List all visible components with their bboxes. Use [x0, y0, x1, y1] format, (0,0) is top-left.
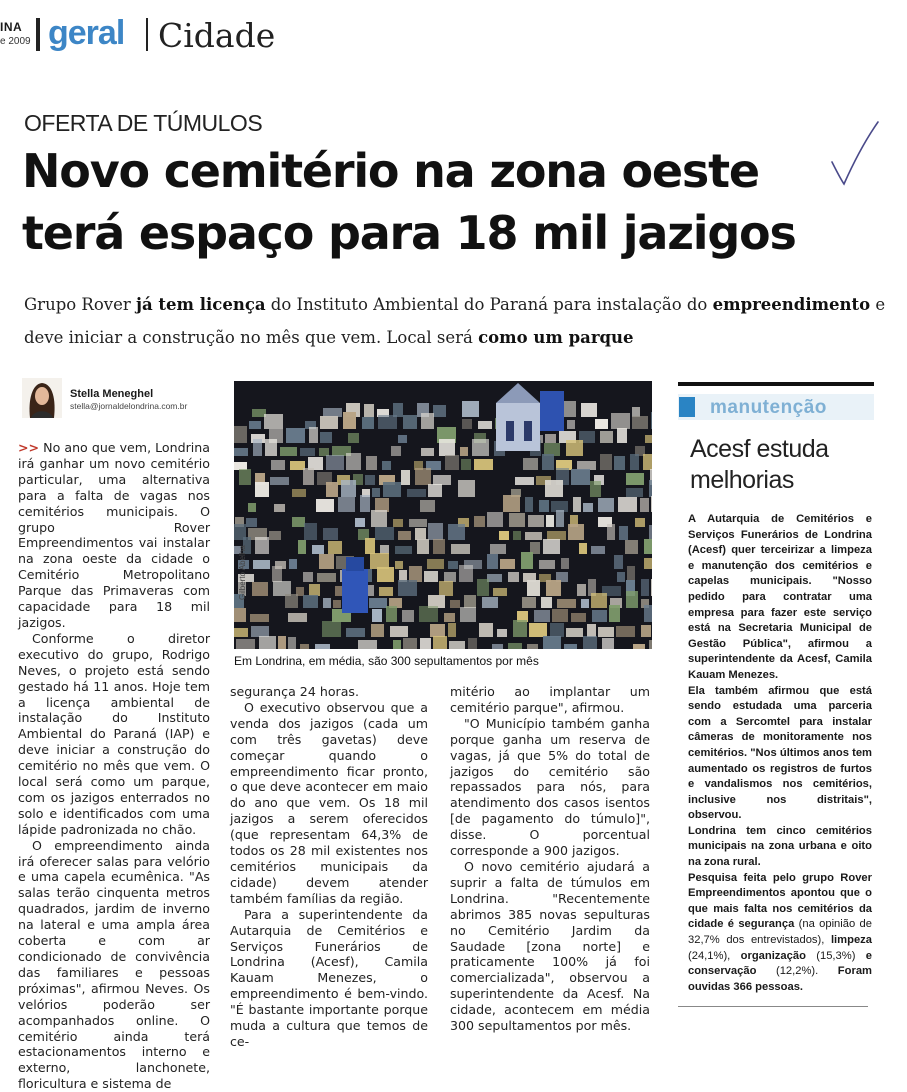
photo-tomb	[372, 488, 380, 497]
photo-tomb	[382, 461, 391, 470]
photo-tomb	[499, 531, 509, 540]
photo-tomb	[630, 454, 639, 470]
photo-tomb	[309, 584, 320, 596]
photo-tomb	[322, 621, 341, 637]
photo-tomb	[323, 408, 342, 417]
photo-tomb	[474, 459, 493, 470]
photo-tomb	[415, 528, 426, 540]
photo-tomb	[525, 532, 542, 540]
photo-tomb	[600, 454, 612, 470]
photo-tomb	[568, 524, 584, 540]
photo-tomb	[366, 456, 377, 470]
masthead-divider	[146, 18, 148, 51]
photo-tomb	[430, 624, 445, 637]
photo-tomb	[234, 628, 248, 637]
paragraph: Para a superintendente da Autarquia de Cemitérios e Serviços Funerários de Londrina (Acesf), Camila Kauam Menezes, o empreendimento é bem-vindo. "É bastante importante porque muda a cultura que temos de ce-	[230, 906, 428, 1049]
photo-tomb	[587, 624, 596, 637]
lead-marker: >>	[18, 440, 40, 455]
photo-tomb	[640, 498, 649, 512]
photo-tomb	[571, 469, 590, 485]
photo-tomb	[246, 518, 257, 527]
author-avatar	[22, 378, 62, 418]
subsection-name: Cidade	[158, 16, 276, 55]
photo-tomb	[239, 469, 251, 485]
photo-tomb	[315, 644, 330, 649]
photo-tomb	[300, 644, 309, 649]
photo-tomb	[398, 580, 417, 596]
photo-tomb	[273, 581, 291, 596]
sidebar-paragraph: A Autarquia de Cemitérios e Serviços Funerários de Londrina (Acesf) quer terceirizar a limpeza e manutenção dos cemitérios e capelas municipais. "Nosso pedido para contratar uma empresa para fazer este serviço está na Secretaria Municipal de Gestão Pública", afirmou a superintendente da Acesf, Camila Kauam Menezes.	[688, 513, 872, 681]
photo-tomb	[614, 456, 625, 470]
photo-tomb	[545, 434, 556, 443]
photo-tomb	[312, 545, 324, 554]
photo-tomb	[543, 636, 561, 649]
photo-tomb	[515, 477, 534, 485]
article-column-1	[18, 440, 210, 1092]
photo-tomb	[591, 546, 605, 554]
article-column-2	[230, 684, 428, 1050]
masthead-city: INA	[0, 20, 23, 34]
photo-tomb	[627, 566, 635, 582]
paragraph: Conforme o diretor executivo do grupo, Rodrigo Neves, o projeto está sendo gestado há 11 anos. Hoje tem a licença ambiental de instalação do Instituto Ambiental do Paraná (IAP) e deve iniciar a construção do cemitério no mês que vem. O local será como um parque, com os jazigos enterrados no solo e identificados com uma lápide padronizada no chão.	[18, 630, 210, 837]
photo-tomb	[371, 624, 384, 637]
photo-tomb	[600, 431, 613, 443]
photo-tomb	[617, 428, 627, 443]
photo-tomb	[372, 609, 382, 622]
photo-tomb	[643, 454, 652, 470]
photo-tomb	[451, 544, 470, 554]
photo-tomb	[433, 636, 447, 649]
photo-tomb	[651, 579, 652, 596]
photo-tomb	[487, 574, 502, 582]
photo-tomb	[577, 461, 596, 470]
photo-tomb	[298, 540, 306, 554]
photo-tomb	[398, 531, 411, 540]
article-column-3	[450, 684, 650, 1034]
photo-tomb	[444, 572, 456, 582]
photo-tomb	[317, 573, 336, 582]
photo-tomb	[626, 488, 643, 497]
photo-tomb	[590, 481, 601, 497]
photo-tomb	[633, 644, 645, 649]
photo-tomb	[271, 460, 285, 470]
photo-tomb	[328, 541, 342, 554]
photo-tomb	[513, 620, 527, 637]
photo-tomb	[234, 426, 247, 443]
article-deck: Grupo Rover já tem licença do Instituto Ambiental do Paraná para instalação do empreendimento e deve iniciar a construção no mês que vem. Local será como um parque	[24, 295, 886, 347]
photo-tomb	[365, 475, 375, 485]
photo-tomb	[479, 623, 493, 637]
photo-tomb	[649, 480, 652, 497]
photo-tomb	[573, 497, 581, 512]
photo-tomb	[378, 415, 397, 429]
photo-tomb	[626, 473, 644, 485]
photo-tomb	[508, 572, 519, 582]
photo-tomb	[391, 446, 401, 456]
sidebar-tag-icon	[679, 397, 695, 417]
photo-tomb	[632, 416, 648, 429]
photo-tomb	[402, 610, 414, 622]
photo-tomb	[346, 628, 365, 637]
photo-tomb	[534, 610, 550, 622]
photo-tomb	[632, 407, 640, 417]
photo-tomb	[493, 588, 507, 596]
photo-tomb	[448, 561, 458, 569]
photo-tomb	[458, 480, 475, 497]
photo-tomb	[323, 598, 331, 608]
photo-tomb	[564, 644, 577, 649]
sidebar-body	[688, 512, 872, 995]
photo-tomb	[478, 421, 492, 429]
photo-tomb	[346, 453, 361, 470]
photo-tomb	[292, 489, 306, 497]
photo-tomb	[270, 477, 289, 485]
photo-tomb	[433, 405, 446, 417]
photo-tomb	[421, 448, 434, 456]
photo-tomb	[370, 553, 389, 569]
photo-tomb	[449, 641, 465, 649]
photo-tomb	[253, 560, 270, 569]
photo-tomb	[415, 468, 431, 485]
photo-tomb	[641, 625, 651, 637]
photo-tomb	[375, 498, 389, 512]
photo-tomb	[250, 614, 269, 622]
photo-tomb	[609, 605, 620, 622]
photo-tomb	[326, 482, 338, 497]
photo-tomb	[462, 419, 472, 429]
photo-tomb	[420, 638, 431, 649]
photo-tomb	[487, 554, 498, 569]
photo-tomb	[323, 528, 338, 540]
photo-tomb	[528, 515, 544, 527]
photo-tomb	[579, 543, 587, 554]
sidebar-bottom-rule	[678, 1006, 868, 1007]
photo-tomb	[444, 613, 455, 622]
photo-tomb	[395, 546, 412, 554]
photo-tomb	[360, 495, 370, 512]
photo-tomb	[390, 626, 408, 637]
photo-tomb	[365, 538, 375, 554]
sidebar-tag: manutenção	[710, 397, 827, 418]
photo-tomb	[289, 559, 297, 569]
photo-tomb	[644, 539, 652, 554]
photo-credit: Gilberto Abelha	[238, 545, 247, 600]
sidebar-paragraph: Ela também afirmou que está sendo estudada uma parceria com a Sercomtel para instalar câmeras de monitoramente nos cemitérios. "Nos últimos anos tem aumentado os registros de furtos e vandalismos nos cemitérios, inclusive nos distritais", observou.	[688, 684, 872, 822]
photo-tomb	[433, 475, 451, 485]
photo-tomb	[269, 531, 281, 540]
photo-tomb	[541, 597, 552, 608]
photo-tomb	[236, 639, 255, 649]
photo-tomb	[409, 566, 422, 582]
photo-tomb	[285, 594, 298, 608]
photo-tomb	[303, 572, 313, 582]
photo-tomb	[550, 623, 564, 637]
paragraph: O executivo observou que a venda dos jazigos (cada um com três gavetas) deve começar quando o empreendimento ficar pronto, o que deve acontecer em maio do ano que vem. Os 18 mil jazigos a serem oferecidos (que representam 64,3% de todos os 28 mil existentes nos cemitérios municipais da cidade) devem atender também famílias da região.	[230, 699, 428, 906]
photo-tomb	[539, 500, 549, 512]
photo-tomb	[583, 503, 593, 512]
photo-tomb	[619, 526, 628, 540]
photo-tomb	[644, 558, 652, 569]
photo-tomb	[341, 480, 356, 497]
sidebar-title	[690, 434, 870, 496]
paragraph: "O Município também ganha porque ganha um reserva de vagas, já que 5% do total de jazigos do cemitério são repassados para nós, para atendimento dos casos isentos [de pagamento do túmulo]", disse. O porcentual corresponde a 900 jazigos.	[450, 715, 650, 859]
photo-tomb	[460, 447, 468, 456]
photo-tomb	[395, 561, 403, 569]
photo-tomb	[290, 461, 305, 470]
photo-tomb	[468, 638, 477, 649]
photo-tomb	[252, 582, 268, 596]
sidebar-title-line: melhorias	[690, 466, 794, 494]
photo-tomb	[383, 482, 401, 497]
photo-tomb	[369, 598, 387, 608]
photo-tomb	[461, 459, 471, 470]
photo-tomb	[362, 417, 374, 429]
photo-tomb	[581, 599, 589, 608]
photo-tomb	[523, 458, 538, 470]
photo-tomb	[460, 607, 476, 622]
photo-tomb	[625, 540, 638, 554]
photo-tomb	[424, 571, 438, 582]
photo-tomb	[234, 462, 247, 470]
photo-tomb	[547, 531, 566, 540]
paragraph: O novo cemitério ajudará a suprir a falta de túmulos em Londrina. "Recentemente abrimos 385 novas sepulturas no Cemitério Jardim da Saudade [zona norte] e praticamente 100% já foi comercializada", observou a superintendente da Acesf. Na cidade, acontecem em média 300 sepultamentos por mês.	[450, 858, 650, 1034]
photo-tomb	[556, 510, 564, 527]
photo-tomb	[644, 605, 652, 622]
photo-tomb	[272, 566, 282, 582]
photo-tomb	[274, 504, 285, 512]
photo-tomb	[255, 482, 269, 497]
photo-tomb	[300, 448, 315, 456]
photo-tomb	[525, 497, 533, 512]
photo-tomb	[635, 518, 645, 527]
photo-tomb	[450, 600, 460, 608]
photo-tomb	[459, 565, 473, 582]
photo-tomb	[251, 626, 269, 637]
photo-tomb	[616, 626, 635, 637]
photo-tomb	[500, 559, 515, 569]
photo-tomb	[477, 579, 489, 596]
photo-tomb	[309, 427, 318, 443]
photo-tomb	[546, 580, 561, 596]
photo-tomb	[398, 435, 407, 443]
photo-tomb	[278, 636, 286, 649]
photo-tomb	[433, 539, 445, 554]
photo-tomb	[320, 416, 338, 429]
photo-tomb	[286, 428, 305, 443]
photo-tomb	[403, 638, 417, 649]
photo-tomb	[543, 539, 560, 554]
photo-tomb	[338, 497, 355, 512]
photo-tomb	[255, 537, 269, 554]
photo-tomb	[527, 644, 538, 649]
photo-tomb	[407, 489, 426, 497]
photo-tomb	[649, 640, 652, 649]
handwritten-check-mark	[820, 118, 882, 190]
photo-tomb	[355, 518, 365, 527]
photo-tomb	[288, 613, 307, 622]
photo-tomb	[377, 567, 394, 582]
photo-tomb	[428, 484, 442, 497]
photo-tomb	[614, 555, 623, 569]
photo-tomb	[566, 628, 583, 637]
photo-tomb	[561, 558, 569, 569]
cemetery-photo	[234, 381, 652, 649]
photo-tomb	[552, 609, 568, 622]
photo-tomb	[265, 439, 277, 456]
photo-tomb	[508, 643, 522, 649]
photo-tomb	[626, 591, 638, 608]
photo-tomb	[607, 524, 615, 540]
photo-tomb	[280, 447, 297, 456]
photo-tomb	[571, 613, 586, 622]
photo-tomb	[326, 455, 344, 470]
photo-tomb	[248, 503, 256, 512]
headline-line: terá espaço para 18 mil jazigos	[22, 206, 796, 260]
photo-tomb	[316, 499, 334, 512]
photo-tomb	[371, 510, 387, 527]
photo-tomb	[598, 627, 614, 637]
photo-tomb	[482, 597, 498, 608]
photo-tomb	[529, 623, 547, 637]
photo-tomb	[472, 439, 489, 456]
paragraph: O empreendimento ainda irá oferecer salas para velório e uma capela ecumênica. "As salas terão cinquenta metros quadrados, jardim de inverno na lateral e uma ampla área coberta e com ar condicionado de convivência das familiares e pessoas próximas", afirmou Neves. Os velórios poderão ser acompanhados online. O cemitério ainda terá estacionamentos interno e externo, lanchonete, floricultura e sistema de	[18, 837, 210, 1092]
photo-tomb	[513, 531, 521, 540]
photo-tomb	[645, 435, 652, 443]
photo-tomb	[651, 496, 652, 512]
photo-tomb	[393, 403, 403, 417]
photo-tomb	[577, 584, 586, 596]
photo-tomb	[292, 517, 305, 527]
photo-tomb	[253, 439, 262, 456]
photo-tomb	[617, 572, 625, 582]
photo-tomb	[521, 552, 533, 569]
photo-tomb	[448, 524, 465, 540]
photo-tomb	[439, 581, 453, 596]
photo-tomb	[234, 448, 248, 456]
sidebar-paragraph: Londrina tem cinco cemitérios municipais na zona urbana e oito na zona rural.	[688, 824, 872, 869]
photo-tomb	[539, 560, 555, 569]
photo-tomb	[333, 600, 341, 608]
photo-tomb	[542, 454, 554, 470]
masthead-date: e 2009	[0, 36, 31, 47]
sidebar-title-line: Acesf estuda	[690, 435, 829, 463]
photo-tomb	[649, 525, 652, 540]
paragraph: segurança 24 horas.	[230, 684, 359, 699]
photo-tomb	[545, 480, 563, 497]
photo-tomb	[421, 413, 434, 429]
photo-tomb	[492, 644, 503, 649]
sidebar-paragraph: Pesquisa feita pelo grupo Rover Empreendimentos apontou que o que mais falta nos cemitérios da cidade é segurança (na opinião de 32,7% dos entrevistados), limpeza (24,1%), organização (15,3%) e conservação (12,2%). Foram ouvidas 366 pessoas.	[688, 871, 872, 993]
paragraph: >> No ano que vem, Londrina irá ganhar um novo cemitério particular, uma alternativa para a falta de vagas nos cemitérios municipais. O grupo Rover Empreendimentos vai instalar na zona oeste da cidade o Cemitério Metropolitano Parque das Primaveras com capacidade para 18 mil jazigos.	[18, 440, 210, 630]
photo-tomb	[303, 468, 314, 485]
photo-tomb	[343, 412, 356, 429]
author-email: stella@jornaldelondrina.com.br	[70, 401, 188, 411]
photo-tomb	[320, 432, 332, 443]
photo-tomb	[401, 470, 410, 485]
photo-tomb	[364, 404, 374, 417]
photo-tomb	[419, 606, 438, 622]
photo-tomb	[462, 401, 479, 417]
photo-tomb	[641, 579, 649, 596]
photo-tomb	[598, 498, 614, 512]
photo-tomb	[497, 629, 507, 637]
photo-tomb	[420, 500, 435, 512]
photo-tomb	[474, 516, 485, 527]
photo-tomb	[252, 409, 266, 417]
article-kicker: OFERTA DE TÚMULOS	[24, 110, 263, 136]
masthead-divider	[36, 18, 40, 51]
photo-tomb	[259, 636, 276, 649]
photo-tomb	[393, 640, 401, 649]
photo-tomb	[611, 413, 630, 429]
photo-tomb	[417, 539, 429, 554]
photo-tomb	[264, 414, 283, 429]
photo-tomb	[557, 599, 576, 608]
photo-tomb	[393, 519, 403, 527]
photo-tomb	[546, 515, 554, 527]
paragraph: mitério ao implantar um cemitério parque", afirmou.	[450, 684, 650, 715]
photo-tomb	[358, 640, 377, 649]
photo-tomb	[522, 597, 536, 608]
photo-tomb	[409, 519, 427, 527]
photo-tomb	[445, 455, 459, 470]
photo-tomb	[348, 433, 359, 443]
photo-tomb	[303, 595, 318, 608]
headline-line: Novo cemitério na zona oeste	[22, 144, 759, 198]
photo-tomb	[487, 512, 503, 527]
photo-tomb	[581, 403, 597, 417]
photo-tomb	[380, 545, 389, 554]
photo-tomb	[375, 527, 394, 540]
photo-tomb	[602, 638, 614, 649]
photo-tomb	[439, 439, 455, 456]
photo-tomb	[234, 608, 246, 622]
photo-tomb	[592, 610, 607, 622]
photo-tomb	[464, 595, 476, 608]
photo-tomb	[566, 440, 583, 456]
photo-tomb	[249, 421, 261, 429]
article-headline	[22, 140, 892, 264]
photo-tomb	[618, 497, 637, 512]
photo-caption: Em Londrina, em média, são 300 sepultamentos por mês	[234, 654, 539, 668]
photo-tomb	[319, 554, 334, 569]
author-name: Stella Meneghel	[70, 388, 154, 400]
photo-tomb	[386, 606, 397, 622]
photo-tomb	[428, 523, 443, 540]
photo-tomb	[503, 495, 520, 512]
photo-tomb	[379, 587, 393, 596]
photo-tomb	[509, 513, 525, 527]
photo-tomb	[591, 593, 607, 608]
photo-tomb	[288, 637, 296, 649]
photo-tomb	[319, 448, 329, 456]
photo-tomb	[403, 415, 417, 429]
photo-tomb	[427, 559, 444, 569]
section-name: geral	[48, 14, 125, 52]
photo-tomb	[304, 523, 317, 540]
photo-tomb	[595, 419, 608, 429]
photo-tomb	[490, 544, 506, 554]
photo-tomb	[651, 412, 652, 429]
photo-tomb	[527, 580, 540, 596]
photo-tomb	[448, 623, 456, 637]
photo-tomb	[583, 636, 597, 649]
sidebar-top-rule	[678, 382, 874, 386]
photo-tomb	[567, 420, 575, 429]
